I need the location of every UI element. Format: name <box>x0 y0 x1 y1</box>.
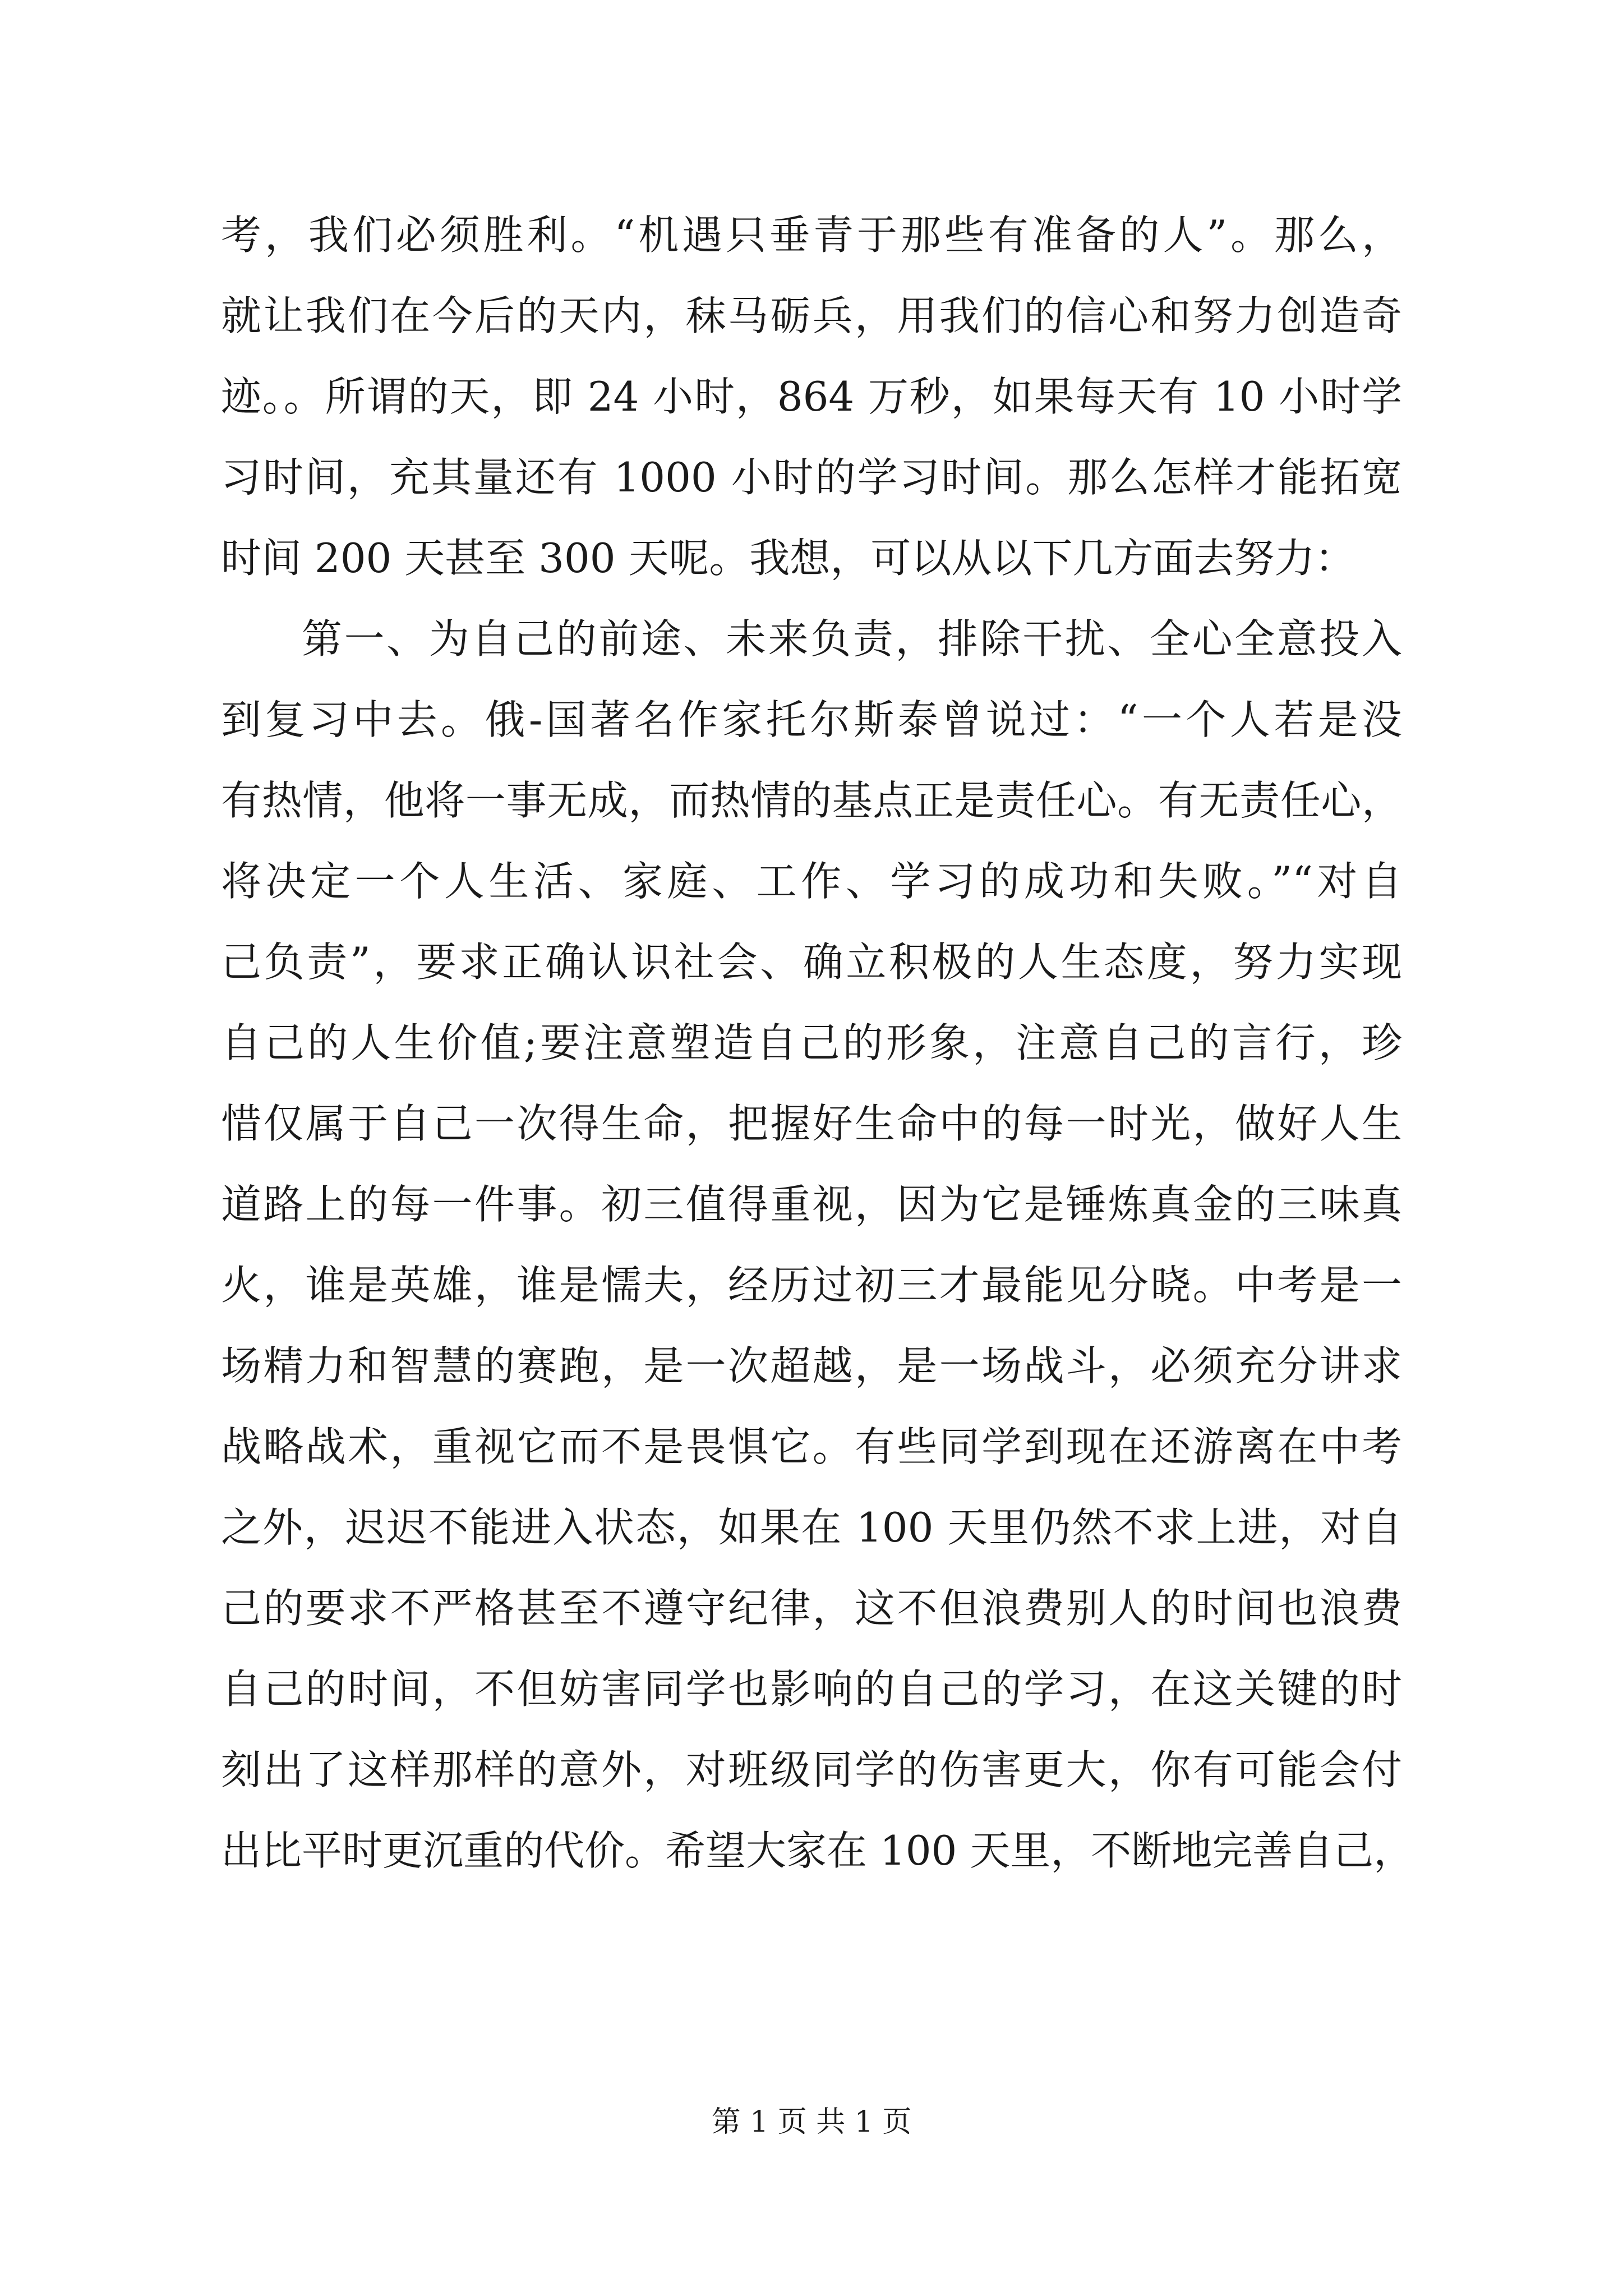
body-line: 火，谁是英雄，谁是懦夫，经历过初三才最能见分晓。中考是一 <box>221 1262 1402 1309</box>
body-line: 将决定一个人生活、家庭、工作、学习的成功和失败。”“对自 <box>221 858 1402 905</box>
body-line: 刻出了这样那样的意外，对班级同学的伤害更大，你有可能会付 <box>221 1746 1402 1793</box>
body-line: 出比平时更沉重的代价。希望大家在 100 天里，不断地完善自己， <box>221 1827 1414 1874</box>
body-line: 就让我们在今后的天内，秣马砺兵，用我们的信心和努力创造奇 <box>221 292 1402 339</box>
body-line: 己负责”，要求正确认识社会、确立积极的人生态度，努力实现 <box>221 938 1402 986</box>
body-line: 战略战术，重视它而不是畏惧它。有些同学到现在还游离在中考 <box>221 1423 1402 1470</box>
body-line: 习时间，充其量还有 1000 小时的学习时间。那么怎样才能拓宽 <box>221 454 1402 501</box>
paragraph-first-line: 第一、为自己的前途、未来负责，排除干扰、全心全意投入 <box>302 615 1402 662</box>
body-line: 到复习中去。俄-国著名作家托尔斯泰曾说过：“一个人若是没 <box>221 696 1402 743</box>
body-line: 迹。。所谓的天，即 24 小时，864 万秒，如果每天有 10 小时学 <box>221 373 1402 420</box>
body-line: 惜仅属于自己一次得生命，把握好生命中的每一时光，做好人生 <box>221 1100 1402 1147</box>
page-number-footer: 第 1 页 共 1 页 <box>711 2105 912 2139</box>
body-line: 时间 200 天甚至 300 天呢。我想，可以从以下几方面去努力： <box>221 535 1355 582</box>
body-line: 道路上的每一件事。初三值得重视，因为它是锤炼真金的三味真 <box>221 1181 1402 1228</box>
body-line: 自己的时间，不但妨害同学也影响的自己的学习，在这关键的时 <box>221 1665 1402 1713</box>
body-line: 场精力和智慧的赛跑，是一次超越，是一场战斗，必须充分讲求 <box>221 1342 1402 1389</box>
body-line: 自己的人生价值;要注意塑造自己的形象，注意自己的言行，珍 <box>221 1019 1402 1066</box>
body-line: 己的要求不严格甚至不遵守纪律，这不但浪费别人的时间也浪费 <box>221 1585 1402 1632</box>
body-line: 考，我们必须胜利。“机遇只垂青于那些有准备的人”。那么， <box>221 211 1402 259</box>
body-line: 之外，迟迟不能进入状态，如果在 100 天里仍然不求上进，对自 <box>221 1504 1402 1551</box>
body-line: 有热情，他将一事无成，而热情的基点正是责任心。有无责任心， <box>221 777 1402 824</box>
